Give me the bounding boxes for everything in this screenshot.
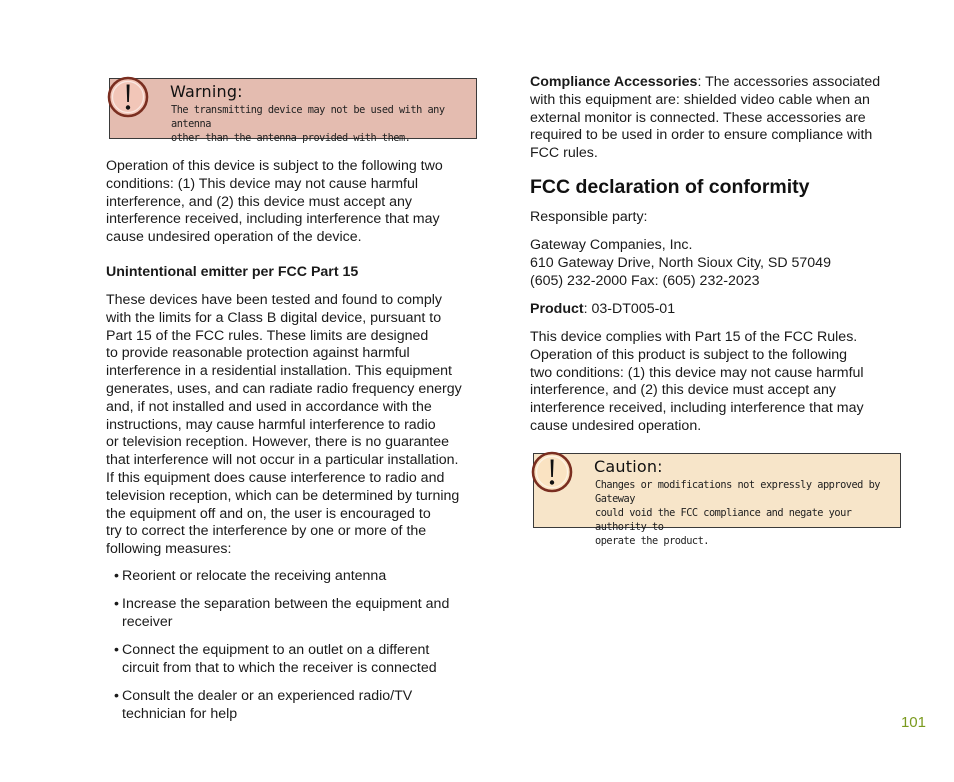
operation-paragraph: Operation of this device is subject to the following two conditions: (1) This device may not cause harmful interference, and (2) this device must accept any interference received, including interference that may cause undesired operation of the device. xyxy=(106,158,443,246)
responsible-party-label: Responsible party: xyxy=(530,209,648,225)
exclamation-circle-icon xyxy=(530,450,574,494)
list-item: • Increase the separation between the equipment and receiver xyxy=(114,596,450,630)
complies-paragraph: This device complies with Part 15 of the FCC Rules. Operation of this product is subject to the following two conditions: (1) this device may not cause harmful interference, and (2) this device must accept any interference received, including interference that may cause undesired operation. xyxy=(530,329,864,434)
section-heading-unintentional-emitter: Unintentional emitter per FCC Part 15 xyxy=(106,264,359,280)
page-number: 101 xyxy=(900,714,926,731)
section-heading-fcc-declaration: FCC declaration of conformity xyxy=(530,176,810,198)
caution-notice xyxy=(533,453,901,547)
address-block: Gateway Companies, Inc. 610 Gateway Drive, North Sioux City, SD 57049 (605) 232-2000 Fax: (605) 232-2023 xyxy=(530,237,831,289)
compliance-paragraph: These devices have been tested and found to comply with the limits for a Class B digital device, pursuant to Part 15 of the FCC rules. These limits are designed to provide reasonable protection against harmful interference in a residential installation. This equipment generates, uses, and can radiate radio frequency energy and, if not installed and used in accordance with the instructions, may cause harmful interference to radio or television reception. However, there is no guarantee that interference will not occur in a particular installation. If this equipment does cause interference to radio and television reception, which can be determined by turning the equipment off and on, the user is encouraged to try to correct the interference by one or more of the following measures: xyxy=(106,292,462,558)
warning-text: The transmitting device may not be used with any antenna other than the antenna provided with them. xyxy=(171,104,445,144)
warning-title: Warning: xyxy=(170,82,243,101)
exclamation-circle-icon xyxy=(106,75,150,119)
warning-notice xyxy=(109,78,477,144)
caution-text: Changes or modifications not expressly approved by Gateway could void the FCC compliance and negate your authority to operate the product. xyxy=(595,479,880,547)
product-line: Product: 03-DT005-01 xyxy=(530,301,676,317)
list-item: • Consult the dealer or an experienced radio/TV technician for help xyxy=(114,688,413,722)
list-item: • Connect the equipment to an outlet on a different circuit from that to which the receiver is connected xyxy=(114,642,437,676)
caution-title: Caution: xyxy=(594,457,663,476)
accessories-paragraph: Compliance Accessories: The accessories associated with this equipment are: shielded video cable when an external monitor is connected. These accessories are required to be used in order to ensure compliance with FCC rules. xyxy=(530,74,881,162)
list-item: • Reorient or relocate the receiving antenna xyxy=(114,568,387,584)
